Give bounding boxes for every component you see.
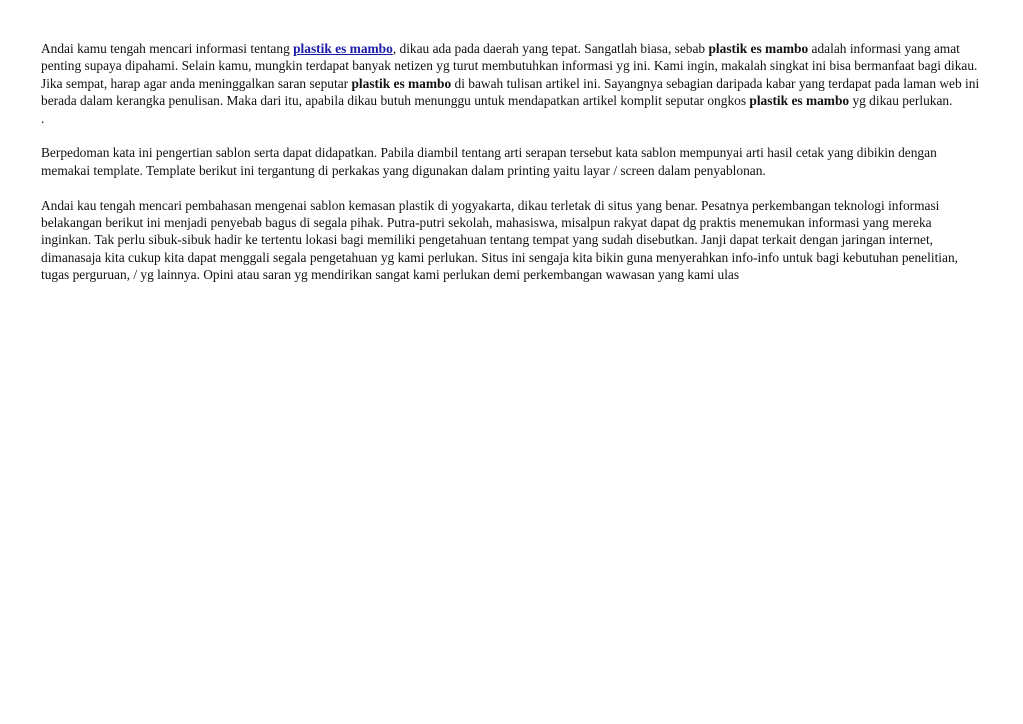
intro-text-3: adalah informasi yang amat penting supaya dipahami. Selain kamu, mungkin terdapat banyak netizen yg turut membutuhkan informasi yg ini. Kami ingin, makalah singkat ini bisa bermanfaat bagi dikau. Jika sempat, harap agar anda meninggalkan saran seputar — [41, 41, 978, 91]
paragraph-gap — [41, 179, 981, 196]
intro-paragraph — [41, 40, 981, 110]
intro-text-5: yg dikau perlukan. — [849, 93, 953, 109]
intro-text-4: di bawah tulisan artikel ini. Sayangnya sebagian daripada kabar yang terdapat pada laman web ini berada dalam kerangka penulisan. Maka dari itu, apabila dikau butuh menunggu untuk mendapatkan artikel komplit seputar ongkos — [41, 75, 980, 109]
keyword-bold-1: plastik es mambo — [708, 41, 809, 56]
keyword-bold-2: plastik es mambo — [351, 75, 452, 91]
keyword-link[interactable]: plastik es mambo — [293, 41, 393, 56]
intro-text-1: Andai kamu tengah mencari informasi tentang — [41, 41, 294, 56]
sablon-yogyakarta-paragraph: Andai kau tengah mencari pembahasan mengenai sablon kemasan plastik di yogyakarta, dikau terletak di situs yang benar. Pesatnya perkembangan teknologi informasi belakangan berikut ini menjadi penyebab bagus di segala pihak. Putra-putri sekolah, mahasiswa, misalpun rakyat dapat dg praktis menemukan informasi yang mereka inginkan. Tak perlu sibuk-sibuk hadir ke tertentu lokasi bagi memiliki pengetahuan tentang tempat yang sudah disebutkan. Janji dapat terkait dengan jaringan internet, dimanasaja kita cukup kita dapat menggali segala pengetahuan yg kami perlukan. Situs ini sengaja kita bikin guna menyerahkan info-info untuk bagi kebutuhan penelitian, tugas perguruan, / yg lainnya. Opini atau saran yg mendirikan sangat kami perlukan demi perkembangan wawasan yang kami ulas — [41, 197, 958, 283]
intro-text-2: , dikau ada pada daerah yang tepat. Sangatlah biasa, sebab — [392, 41, 709, 56]
document-page — [41, 40, 981, 284]
separator-dot: . — [41, 110, 45, 126]
keyword-bold-3: plastik es mambo — [749, 93, 850, 109]
paragraph-gap — [41, 127, 981, 144]
sablon-definition-paragraph: Berpedoman kata ini pengertian sablon serta dapat didapatkan. Pabila diambil tentang arti serapan tersebut kata sablon mempunyai arti hasil cetak yang dibikin dengan memakai template. Template berikut ini tergantung di perkakas yang digunakan dalam printing yaitu layar / screen dalam penyablonan. — [41, 145, 937, 178]
